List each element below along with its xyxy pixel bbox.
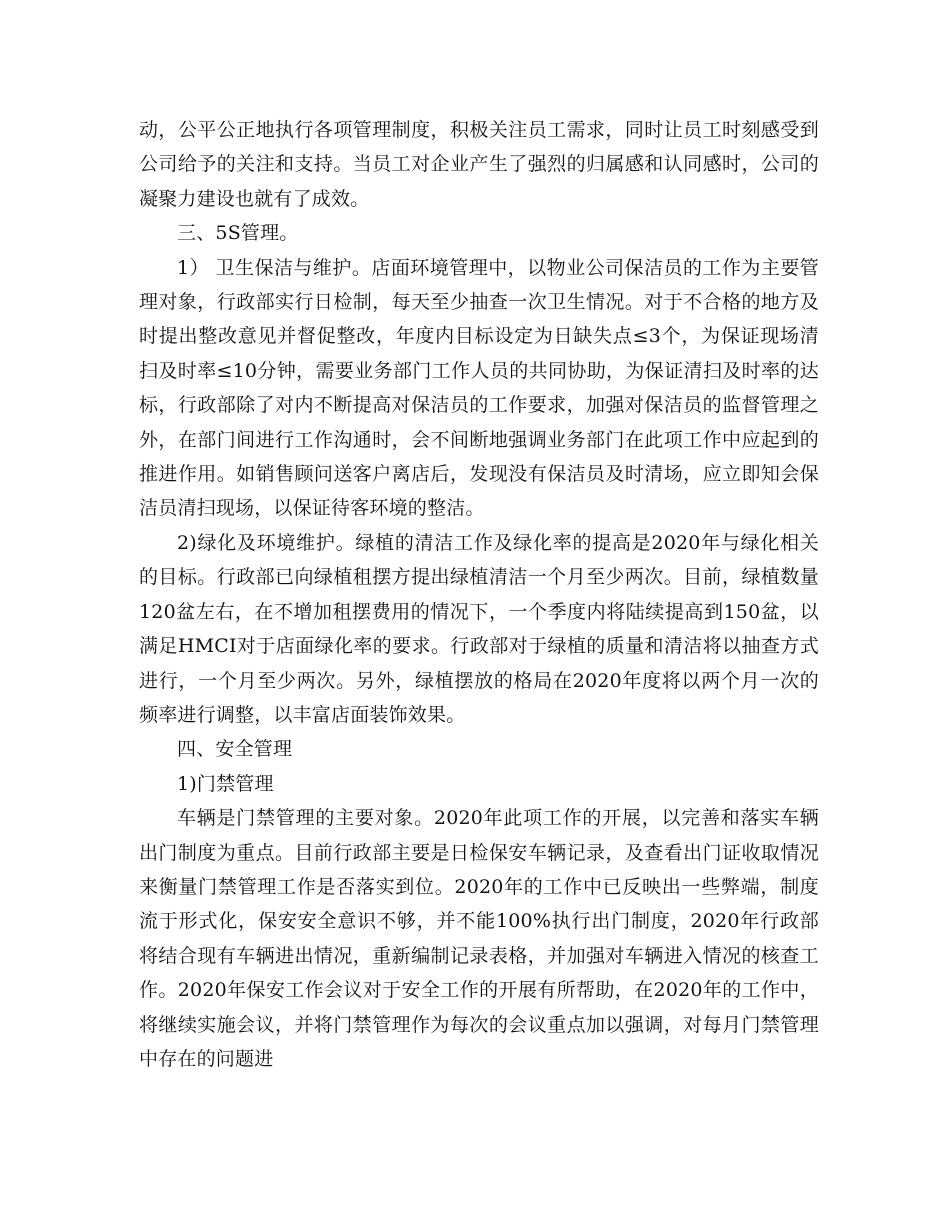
paragraph-access-control: 车辆是门禁管理的主要对象。2020年此项工作的开展，以完善和落实车辆出门制度为重点。目前行政部主要是日检保安车辆记录，及查看出门证收取情况来衡量门禁管理工作是否落实到位。2020年的工作中已反映出一些弊端，制度流于形式化，保安安全意识不够，并不能100%执行出门制度，2020年行政部将结合现有车辆进出情况，重新编制记录表格，并加强对车辆进入情况的核查工作。2020年保安工作会议对于安全工作的开展有所帮助，在2020年的工作中，将继续实施会议，并将门禁管理作为每次的会议重点加以强调，对每月门禁管理中存在的问题进 <box>139 807 819 1070</box>
document-body <box>139 113 819 1076</box>
paragraph-greening-maintenance: 2)绿化及环境维护。绿植的清洁工作及绿化率的提高是2020年与绿化相关的目标。行政部已向绿植租摆方提出绿植清洁一个月至少两次。目前，绿植数量120盆左右，在不增加租摆费用的情况下，一个季度内将陆续提高到150盆，以满足HMCI对于店面绿化率的要求。行政部对于绿植的质量和清洁将以抽查方式进行，一个月至少两次。另外，绿植摆放的格局在2020年度将以两个月一次的频率进行调整，以丰富店面装饰效果。 <box>139 531 819 726</box>
subheading-access-control: 1)门禁管理 <box>177 772 274 795</box>
section-heading-5s-management: 三、5S管理。 <box>177 222 299 245</box>
section-heading-safety-management: 四、安全管理 <box>177 738 293 761</box>
paragraph-sanitation-maintenance: 1） 卫生保洁与维护。店面环境管理中，以物业公司保洁员的工作为主要管理对象，行政部实行日检制，每天至少抽查一次卫生情况。对于不合格的地方及时提出整改意见并督促整改，年度内目标设定为日缺失点≤3个，为保证现场清扫及时率≤10分钟，需要业务部门工作人员的共同协助，为保证清扫及时率的达标，行政部除了对内不断提高对保洁员的工作要求，加强对保洁员的监督管理之外，在部门间进行工作沟通时，会不间断地强调业务部门在此项工作中应起到的推进作用。如销售顾问送客户离店后，发现没有保洁员及时清场，应立即知会保洁员清扫现场，以保证待客环境的整洁。 <box>139 256 819 520</box>
paragraph-continuation: 动，公平公正地执行各项管理制度，积极关注员工需求，同时让员工时刻感受到公司给予的关注和支持。当员工对企业产生了强烈的归属感和认同感时，公司的凝聚力建设也就有了成效。 <box>139 119 819 210</box>
